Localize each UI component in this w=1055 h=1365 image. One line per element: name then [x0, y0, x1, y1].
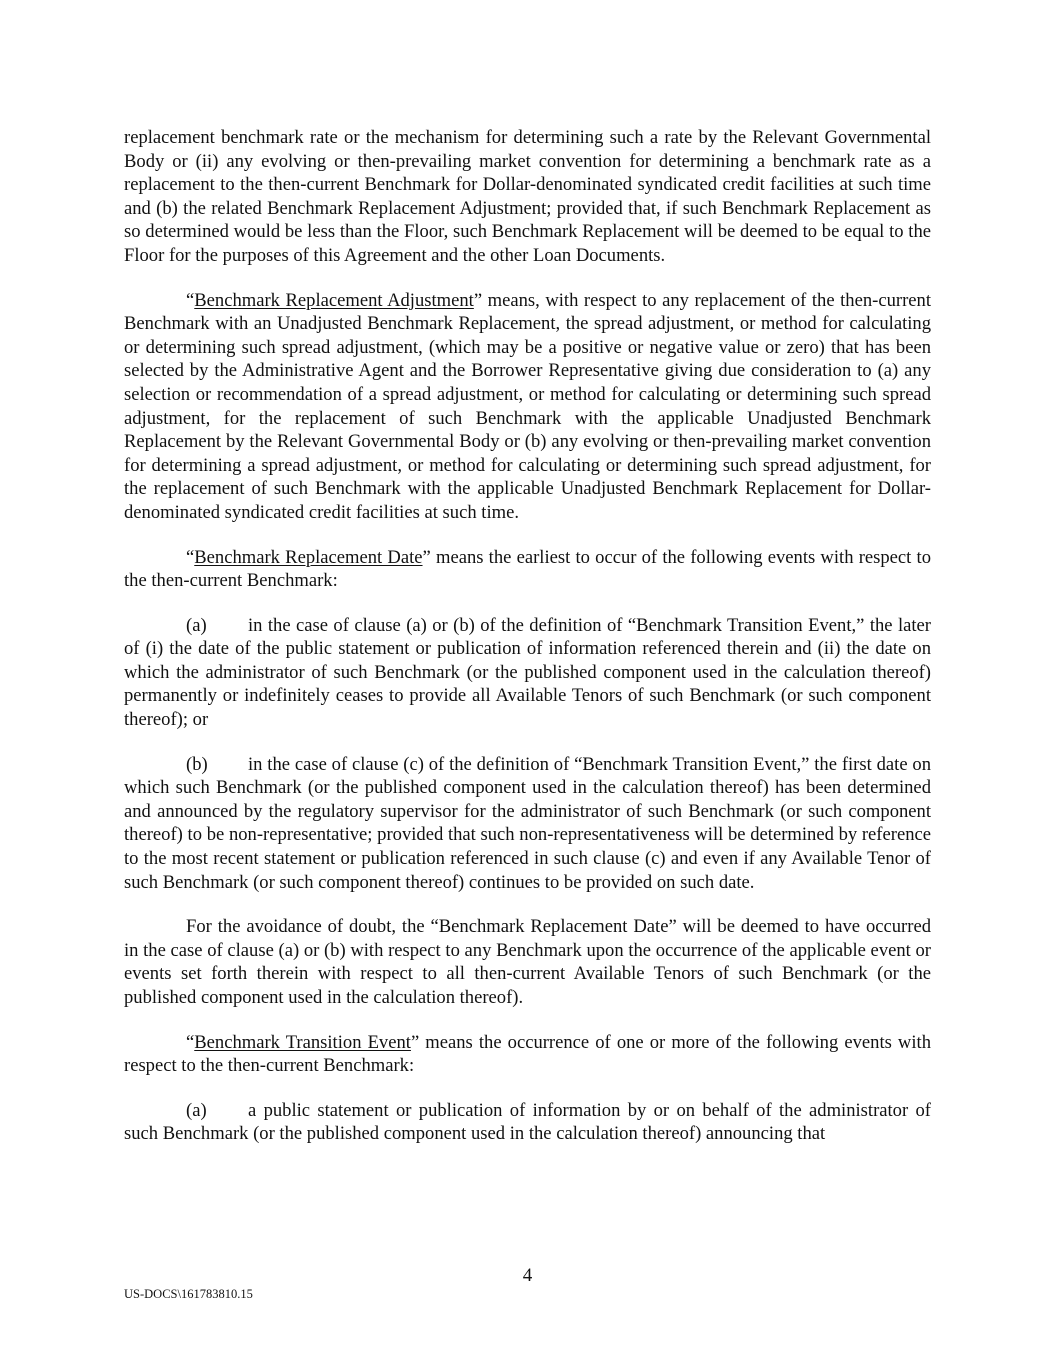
document-body	[124, 126, 931, 1167]
defined-term: Benchmark Replacement Adjustment	[194, 289, 474, 311]
defined-term: Benchmark Transition Event	[194, 1031, 411, 1053]
definition-benchmark-replacement-adjustment	[124, 289, 931, 525]
definition-text: ” means the occurrence of one or more of the following events with respect to the then-current Benchmark:	[124, 1031, 931, 1077]
clause-label: (a)	[186, 1099, 207, 1121]
defined-term: Benchmark Replacement Date	[194, 546, 423, 568]
paragraph-avoidance-of-doubt: For the avoidance of doubt, the “Benchmark Replacement Date” will be deemed to have occurred in the case of clause (a) or (b) with respect to any Benchmark upon the occurrence of the applicable event or events set forth therein with respect to all then-current Available Tenors of such Benchmark (or the published component used in the calculation thereof).	[124, 916, 931, 1008]
clause-b	[124, 753, 931, 895]
paragraph-continuation: replacement benchmark rate or the mechanism for determining such a rate by the Relevant Governmental Body or (ii) any evolving or then-prevailing market convention for determining a benchmark rate as a replacement to the then-current Benchmark for Dollar-denominated syndicated credit facilities at such time and (b) the related Benchmark Replacement Adjustment; provided that, if such Benchmark Replacement as so determined would be less than the Floor, such Benchmark Replacement will be deemed to be equal to the Floor for the purposes of this Agreement and the other Loan Documents.	[124, 127, 931, 266]
open-quote: “	[186, 1031, 195, 1053]
clause-text: a public statement or publication of information by or on behalf of the administrator of such Benchmark (or the published component used in the calculation thereof) announcing that	[124, 1099, 931, 1145]
page-number: 4	[522, 1265, 533, 1286]
clause-label: (a)	[186, 614, 207, 636]
definition-text: ” means the earliest to occur of the following events with respect to the then-current Benchmark:	[124, 546, 932, 592]
clause-a	[124, 1099, 931, 1146]
open-quote: “	[186, 289, 195, 311]
document-id: US-DOCS\161783810.15	[124, 1287, 253, 1301]
clause-label: (b)	[186, 753, 208, 775]
open-quote: “	[186, 546, 195, 568]
definition-benchmark-transition-event	[124, 1031, 931, 1078]
definition-text: ” means, with respect to any replacement of the then-current Benchmark with an Unadjusted Benchmark Replacement, the spread adjustment, or method for calculating or determining such spread adjustment, (which may be a positive or negative value or zero) that has been selected by the Administrative Agent and the Borrower Representative giving due consideration to (a) any selection or recommendation of a spread adjustment, or method for calculating or determining such spread adjustment, for the replacement of such Benchmark with the applicable Unadjusted Benchmark Replacement by the Relevant Governmental Body or (b) any evolving or then-prevailing market convention for determining a spread adjustment, or method for calculating or determining such spread adjustment, for the replacement of such Benchmark with the applicable Unadjusted Benchmark Replacement for Dollar-denominated syndicated credit facilities at such time.	[124, 289, 931, 523]
clause-a	[124, 614, 931, 732]
definition-benchmark-replacement-date	[124, 546, 931, 593]
clause-text: in the case of clause (c) of the definition of “Benchmark Transition Event,” the first date on which such Benchmark (or the published component used in the calculation thereof) has been determined and announced by the regulatory supervisor for the administrator of such Benchmark (or such component thereof) to be non-representative; provided that such non-representativeness will be determined by reference to the most recent statement or publication referenced in such clause (c) and even if any Available Tenor of such Benchmark (or such component thereof) continues to be provided on such date.	[124, 753, 931, 893]
clause-text: in the case of clause (a) or (b) of the definition of “Benchmark Transition Event,” the later of (i) the date of the public statement or publication of information referenced therein and (ii) the date on which the administrator of such Benchmark (or the published component used in the calculation thereof) permanently or indefinitely ceases to provide all Available Tenors of such Benchmark (or such component thereof); or	[124, 614, 931, 731]
